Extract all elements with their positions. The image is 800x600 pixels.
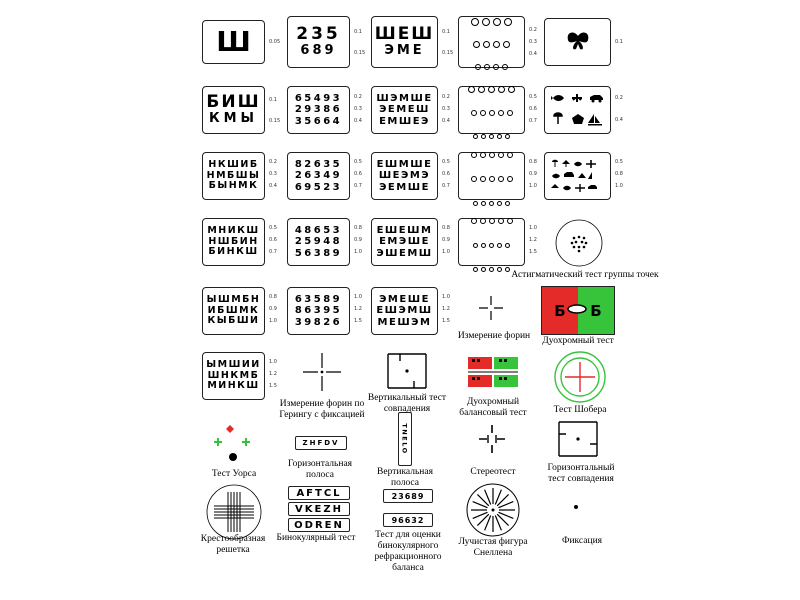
chart-row: ЭМЕШЕ (379, 293, 430, 305)
cross-grid-icon[interactable] (206, 484, 262, 540)
duochrome-letter: Б (590, 301, 602, 320)
chart-row: НМБШЫ (206, 169, 261, 181)
chart-card-e-symbols[interactable] (371, 16, 438, 68)
acuity-label: 0.6 (529, 106, 537, 112)
acuity-label: 0.1 (354, 29, 362, 35)
acuity-label: 0.5 (615, 159, 623, 165)
chart-row: ЭШЕМШ (376, 247, 433, 259)
chart-row: 56389 (294, 247, 343, 259)
acuity-label: 0.7 (269, 249, 277, 255)
chart-card-pictures[interactable] (544, 86, 611, 134)
caption-stereo: Стереотест (470, 467, 516, 477)
fixation-dot-icon[interactable] (572, 503, 580, 511)
acuity-label: 0.2 (529, 27, 537, 33)
acuity-label: 0.4 (269, 183, 277, 189)
ring-row (469, 209, 514, 228)
chart-row: 69523 (294, 181, 343, 193)
acuity-label: 1.2 (529, 237, 537, 243)
chart-card-numbers[interactable] (287, 16, 350, 68)
chart-card-landolt-rings[interactable] (458, 86, 525, 134)
chart-row: ИБШМК (207, 304, 260, 316)
binocular-row (288, 486, 350, 500)
chart-row: 86395 (294, 305, 343, 317)
worth-test-icon[interactable] (210, 424, 256, 464)
chart-card-cyrillic[interactable] (202, 218, 265, 266)
acuity-label: 0.15 (354, 50, 366, 56)
caption-duochrome: Дуохромный тест (542, 336, 614, 346)
caption-cross-grid: Крестообразная решетка (200, 534, 266, 555)
caption-horizontal-strip: Горизонтальная полоса (287, 459, 353, 480)
chart-row: ЕМЭШЕ (379, 236, 430, 248)
chart-row: 82635 (294, 158, 343, 170)
caption-snellen: Лучистая фигура Снеллена (458, 537, 528, 558)
chart-row: 25948 (294, 236, 343, 248)
acuity-label: 0.2 (442, 94, 450, 100)
acuity-label: 0.4 (529, 51, 537, 57)
strip-letters: TNELO (401, 423, 409, 455)
acuity-label: 0.1 (269, 97, 277, 103)
chart-row: ЫМШИИ (206, 358, 261, 370)
chart-row: 235 (296, 23, 341, 44)
chart-row: ЭЕМЕШ (379, 104, 430, 116)
caption-phoria-fixation: Измерение форин по Герингу с фиксацией (279, 399, 365, 420)
chart-row: БИНКШ (208, 246, 259, 258)
binocular-balance-test[interactable] (383, 489, 433, 527)
ring-row (472, 233, 512, 252)
snellen-radial-figure-icon[interactable] (465, 482, 521, 538)
acuity-label: 1.0 (269, 318, 277, 324)
chart-row: МЕШЭМ (377, 316, 432, 328)
acuity-label: 0.8 (615, 171, 623, 177)
acuity-label: 1.0 (354, 294, 362, 300)
astigmatic-dot-test-icon[interactable] (554, 218, 604, 268)
chart-row: ШНКМБ (207, 369, 260, 381)
binocular-letters: AFTCL (296, 487, 342, 499)
acuity-label: 0.7 (442, 183, 450, 189)
chart-card-cyrillic-large[interactable] (202, 86, 265, 134)
horizontal-coincidence-icon[interactable] (558, 420, 598, 458)
acuity-label: 0.8 (442, 225, 450, 231)
chart-row: 39826 (294, 316, 343, 328)
chart-row: ЕШМШЕ (376, 158, 433, 170)
binocular-test[interactable] (288, 486, 350, 532)
chart-row: БИШ (206, 91, 261, 112)
chart-row: МНИКШ (207, 224, 260, 236)
chart-row: ЭМЕ (384, 43, 425, 59)
balance-digits: 23689 (391, 491, 425, 501)
acuity-label: 1.0 (354, 249, 362, 255)
duochrome-letter: Б (554, 301, 566, 320)
phoria-cross-icon[interactable] (478, 295, 504, 321)
acuity-label: 0.6 (354, 171, 362, 177)
chart-card-landolt-rings[interactable] (458, 152, 525, 200)
pictogram-icons (548, 90, 608, 130)
acuity-label: 1.5 (269, 383, 277, 389)
chart-row: ШЕШ (374, 23, 435, 44)
ring-row (469, 101, 514, 120)
caption-binocular-balance: Тест для оценки бинокулярного рефракционного баланса (374, 530, 442, 573)
acuity-label: 0.7 (354, 183, 362, 189)
chart-card-numbers[interactable] (287, 287, 350, 335)
chart-card-numbers[interactable] (287, 86, 350, 134)
binocular-row (288, 518, 350, 532)
acuity-label: 1.0 (269, 359, 277, 365)
acuity-label: 1.0 (529, 225, 537, 231)
horizontal-strip-test[interactable] (295, 436, 347, 450)
acuity-label: 1.5 (529, 249, 537, 255)
acuity-label: 1.2 (269, 371, 277, 377)
chart-row: НШБИН (208, 235, 259, 247)
chart-row: 63589 (294, 293, 343, 305)
acuity-label: 0.5 (269, 225, 277, 231)
chart-card-numbers[interactable] (287, 152, 350, 200)
duochrome-balance-icon[interactable] (467, 356, 519, 394)
acuity-label: 0.8 (354, 225, 362, 231)
caption-duochrome-balance: Дуохромный балансовый тест (459, 397, 527, 418)
phoria-fixation-cross-icon[interactable] (302, 352, 342, 392)
ring-row (467, 78, 517, 97)
acuity-label: 0.3 (529, 39, 537, 45)
acuity-label: 0.6 (442, 171, 450, 177)
ring-row (469, 167, 514, 186)
chart-row: 35664 (294, 115, 343, 127)
acuity-label: 1.0 (529, 183, 537, 189)
chart-card-landolt-rings[interactable] (458, 16, 525, 68)
chart-row: КЫБШИ (207, 315, 260, 327)
chart-row: МИНКШ (207, 380, 260, 392)
chart-row: ЕМШЕЭ (379, 115, 430, 127)
acuity-label: 1.5 (354, 318, 362, 324)
butterfly-icon (566, 32, 590, 52)
chart-card-e-symbols[interactable] (371, 218, 438, 266)
caption-astigmatic: Астигматический тест группы точек (511, 270, 659, 280)
caption-fixation: Фиксация (561, 536, 603, 546)
acuity-label: 0.1 (615, 39, 623, 45)
acuity-label: 0.5 (354, 159, 362, 165)
chart-row: ЕШЭМШ (376, 305, 433, 317)
chart-row: БЫНМК (208, 180, 259, 192)
acuity-label: 0.5 (529, 94, 537, 100)
chart-row: Ш (216, 24, 251, 58)
stereo-test-icon[interactable] (478, 424, 506, 454)
chart-row: ЫШМБН (206, 293, 261, 305)
acuity-label: 0.2 (354, 94, 362, 100)
ring-row (474, 55, 510, 74)
acuity-label: 0.6 (269, 237, 277, 243)
acuity-label: 0.05 (269, 39, 281, 45)
chart-row: КМЫ (208, 111, 259, 127)
ring-row (470, 11, 514, 30)
chart-card-e-symbols[interactable] (371, 86, 438, 134)
chart-row: НКШИБ (208, 158, 259, 170)
chart-card-landolt-rings[interactable] (458, 218, 525, 266)
acuity-label: 1.0 (615, 183, 623, 189)
acuity-label: 0.4 (354, 118, 362, 124)
ring-row (472, 124, 512, 143)
binocular-letters: VKEZH (295, 503, 343, 515)
acuity-label: 1.5 (442, 318, 450, 324)
acuity-label: 1.2 (354, 306, 362, 312)
ring-row (472, 191, 512, 210)
duochrome-ring-icon (567, 304, 587, 314)
acuity-label: 0.7 (529, 118, 537, 124)
acuity-label: 0.2 (269, 159, 277, 165)
acuity-label: 1.0 (442, 294, 450, 300)
chart-row: 26349 (294, 170, 343, 182)
caption-vertical-strip: Вертикальная полоса (377, 467, 433, 488)
strip-letters: ZHFDV (302, 439, 340, 447)
chart-card-cyrillic[interactable] (202, 287, 265, 335)
balance-digits: 96632 (391, 515, 425, 525)
chart-row: ШЭМШЕ (376, 92, 433, 104)
chart-card-cyrillic[interactable] (202, 352, 265, 400)
caption-horizontal-coincidence: Горизонтальный тест совпадения (547, 463, 615, 484)
ring-row (472, 33, 512, 52)
acuity-label: 0.15 (269, 118, 281, 124)
schober-test-icon[interactable] (553, 350, 607, 404)
acuity-label: 0.3 (269, 171, 277, 177)
acuity-label: 0.9 (269, 306, 277, 312)
binocular-letters: ODREN (294, 519, 344, 531)
chart-row: 689 (300, 43, 337, 59)
acuity-label: 0.8 (269, 294, 277, 300)
acuity-label: 0.9 (529, 171, 537, 177)
chart-row: 29386 (294, 104, 343, 116)
acuity-label: 0.9 (442, 237, 450, 243)
acuity-label: 0.8 (529, 159, 537, 165)
chart-row: ШЕЭМЭ (378, 170, 431, 182)
ring-row (469, 143, 514, 162)
acuity-label: 0.1 (442, 29, 450, 35)
caption-binocular: Бинокулярный тест (276, 533, 356, 543)
chart-row: ЭЕМШЕ (379, 181, 430, 193)
acuity-label: 0.15 (442, 50, 454, 56)
acuity-label: 0.3 (354, 106, 362, 112)
balance-row (383, 513, 433, 527)
pictogram-icons (548, 156, 608, 196)
caption-worth: Тест Уорса (211, 469, 257, 479)
chart-row: 48653 (294, 224, 343, 236)
caption-phoria: Измерение форин (457, 331, 531, 341)
caption-schober: Тест Шобера (553, 405, 607, 415)
chart-row: ЕШЕШМ (376, 224, 433, 236)
chart-card-letter-sh[interactable] (202, 20, 265, 64)
caption-vertical-coincidence: Вертикальный тест совпадения (367, 393, 447, 414)
vertical-coincidence-icon[interactable] (386, 353, 428, 389)
chart-card-butterfly[interactable] (544, 18, 611, 66)
balance-row (383, 489, 433, 503)
chart-card-e-symbols[interactable] (371, 152, 438, 200)
acuity-label: 0.4 (442, 118, 450, 124)
binocular-row (288, 502, 350, 516)
chart-row: 65493 (294, 92, 343, 104)
acuity-label: 1.0 (442, 249, 450, 255)
chart-card-numbers[interactable] (287, 218, 350, 266)
vertical-strip-test[interactable] (398, 412, 412, 466)
chart-card-e-symbols[interactable] (371, 287, 438, 335)
acuity-label: 1.2 (442, 306, 450, 312)
chart-card-pictures[interactable] (544, 152, 611, 200)
acuity-label: 0.5 (442, 159, 450, 165)
acuity-label: 0.4 (615, 117, 623, 123)
acuity-label: 0.9 (354, 237, 362, 243)
acuity-label: 0.2 (615, 95, 623, 101)
acuity-label: 0.3 (442, 106, 450, 112)
chart-card-cyrillic[interactable] (202, 152, 265, 200)
